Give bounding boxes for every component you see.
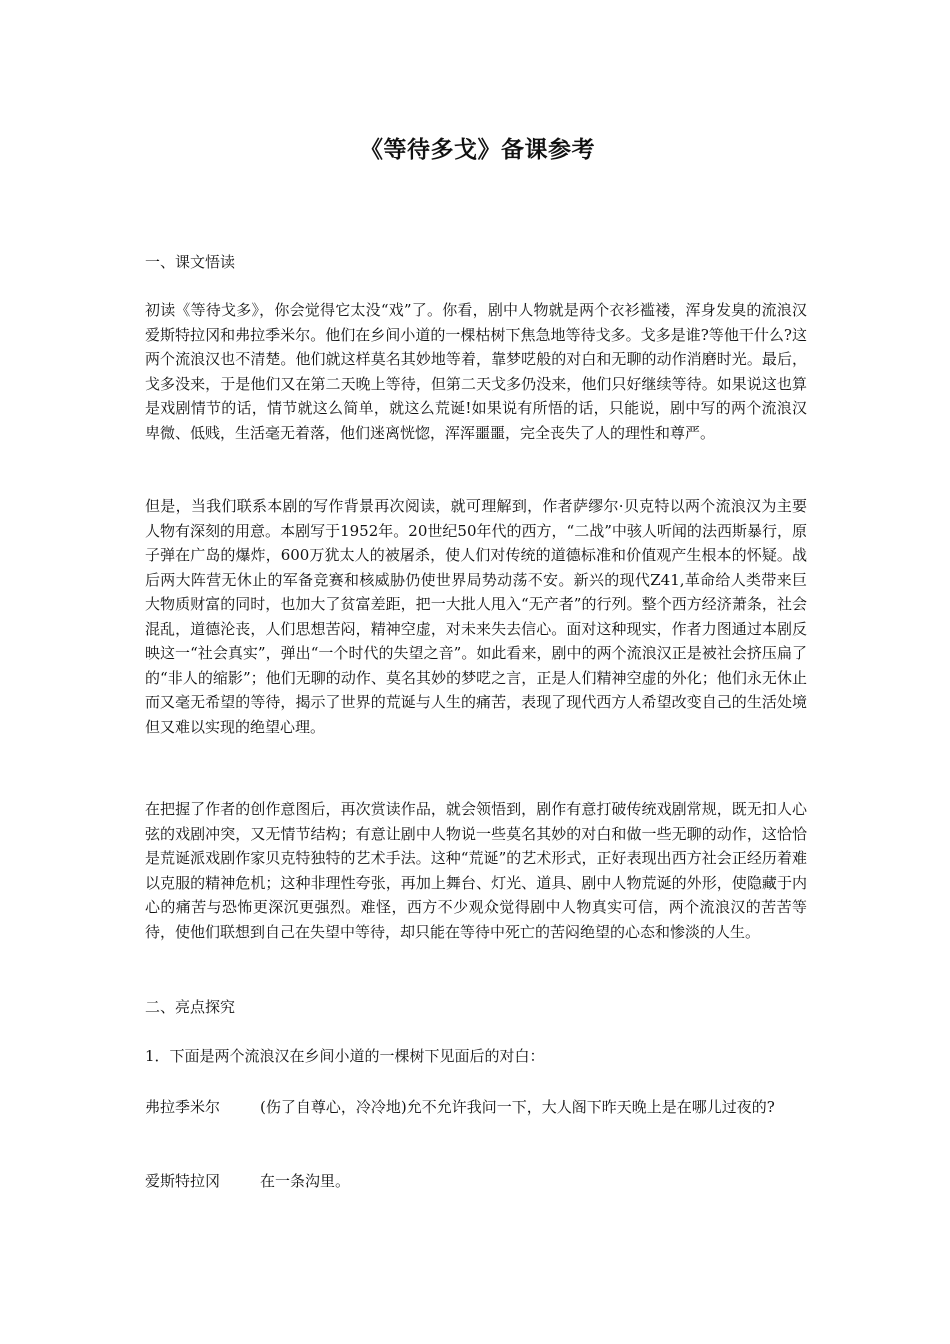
dialogue-speaker: 爱斯特拉冈 bbox=[145, 1172, 221, 1190]
dialogue-speaker: 弗拉季米尔 bbox=[145, 1098, 221, 1116]
dialogue-text: 在一条沟里。 bbox=[260, 1172, 351, 1190]
list-item-1: 1．下面是两个流浪汉在乡间小道的一棵树下见面后的对白： bbox=[145, 1047, 545, 1065]
dialogue-line-1 bbox=[145, 1095, 807, 1120]
dialogue-text: (伤了自尊心，冷冷地)允不允许我问一下，大人阁下昨天晚上是在哪儿过夜的? bbox=[260, 1098, 775, 1116]
paragraph-2: 但是，当我们联系本剧的写作背景再次阅读，就可理解到，作者萨缪尔·贝克特以两个流浪汉为主要人物有深刻的用意。本剧写于1952年。20世纪50年代的西方，“二战”中骇人听闻的法西斯暴行，原子弹在广岛的爆炸，600万犹太人的被屠杀，使人们对传统的道德标准和价值观产生根本的怀疑。战后两大阵营无休止的军备竞赛和核威胁仍使世界局势动荡不安。新兴的现代Z41,革命给人类带来巨大物质财富的同时，也加大了贫富差距，把一大批人甩入“无产者”的行列。整个西方经济萧条，社会混乱，道德沦丧，人们思想苦闷，精神空虚，对未来失去信心。面对这种现实，作者力图通过本剧反映这一“社会真实”，弹出“一个时代的失望之音”。如此看来，剧中的两个流浪汉正是被社会挤压扁了的“非人的缩影”；他们无聊的动作、莫名其妙的梦呓之言，正是人们精神空虚的外化；他们永无休止而又毫无希望的等待，揭示了世界的荒诞与人生的痛苦，表现了现代西方人希望改变自己的生活处境但又难以实现的绝望心理。 bbox=[145, 497, 807, 736]
paragraph-3: 在把握了作者的创作意图后，再次赏读作品，就会领悟到，剧作有意打破传统戏剧常规，既无扣人心弦的戏剧冲突，又无情节结构；有意让剧中人物说一些莫名其妙的对白和做一些无聊的动作，这恰恰是荒诞派戏剧作家贝克特独特的艺术手法。这种“荒诞”的艺术形式，正好表现出西方社会正经历着难以克服的精神危机；这种非理性夸张，再加上舞台、灯光、道具、剧中人物荒诞的外形，使隐藏于内心的痛苦与恐怖更深沉更强烈。难怪，西方不少观众觉得剧中人物真实可信，两个流浪汉的苦苦等待，使他们联想到自己在失望中等待，却只能在等待中死亡的苦闷绝望的心态和惨淡的人生。 bbox=[145, 800, 807, 941]
dialogue-line-2 bbox=[145, 1169, 807, 1194]
document-title: 《等待多戈》备课参考 bbox=[360, 136, 595, 163]
section-heading-1: 一、课文悟读 bbox=[145, 253, 236, 271]
paragraph-1: 初读《等待戈多》，你会觉得它太没“戏”了。你看，剧中人物就是两个衣衫褴褛，浑身发臭的流浪汉爱斯特拉冈和弗拉季米尔。他们在乡间小道的一棵枯树下焦急地等待戈多。戈多是谁?等他干什么?这两个流浪汉也不清楚。他们就这样莫名其妙地等着，靠梦呓般的对白和无聊的动作消磨时光。最后，戈多没来，于是他们又在第二天晚上等待，但第二天戈多仍没来，他们只好继续等待。如果说这也算是戏剧情节的话，情节就这么简单，就这么荒诞!如果说有所悟的话，只能说，剧中写的两个流浪汉卑微、低贱，生活毫无着落，他们迷离恍惚，浑浑噩噩，完全丧失了人的理性和尊严。 bbox=[145, 301, 807, 442]
section-heading-2: 二、亮点探究 bbox=[145, 998, 236, 1016]
